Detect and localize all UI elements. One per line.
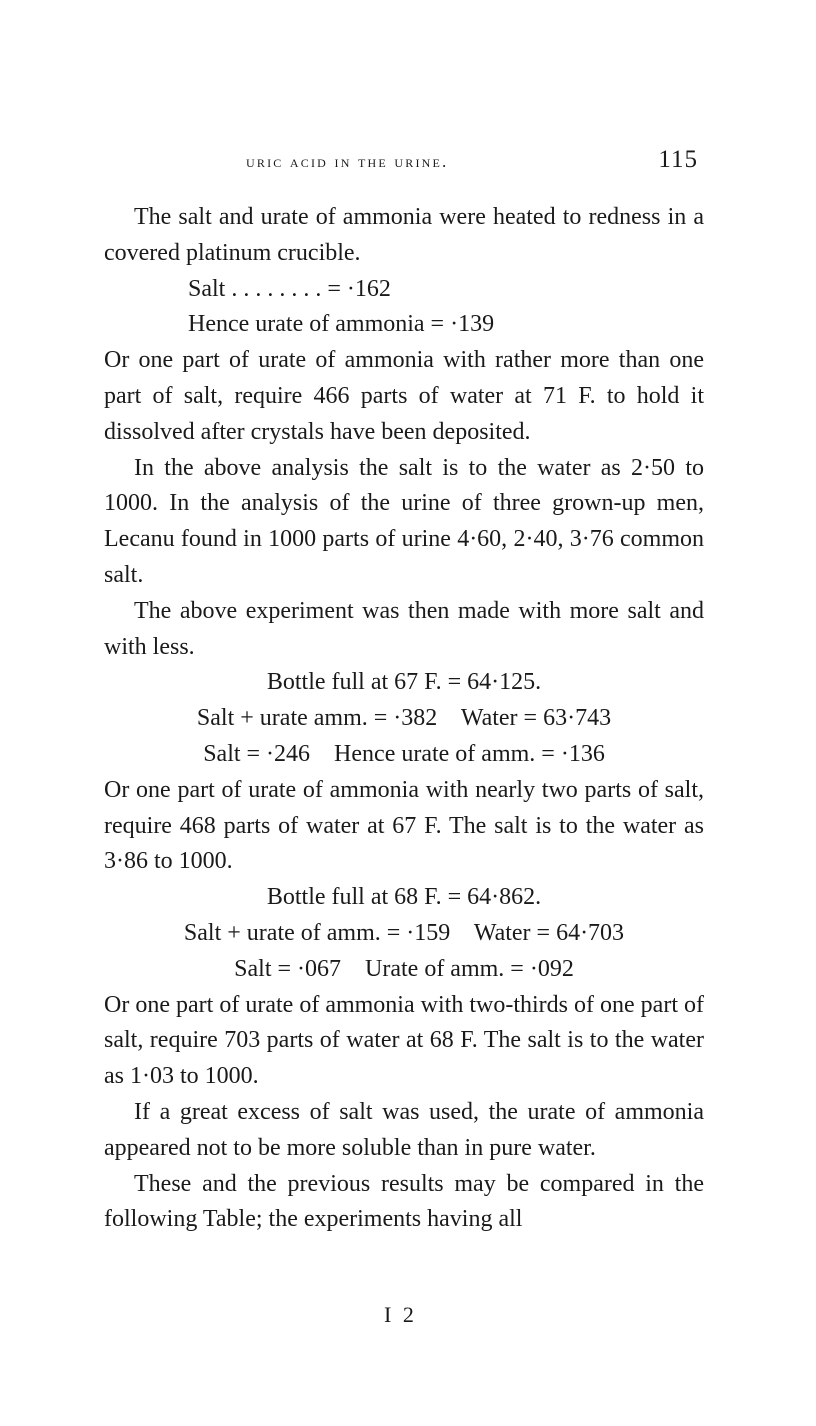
paragraph-heating: The salt and urate of ammonia were heated to redness in a covered platinum crucible. (104, 204, 704, 266)
signature-mark: I 2 (384, 1302, 417, 1327)
running-head (104, 148, 704, 178)
paragraph-table-intro: These and the previous results may be compared in the following Table; the experiments having all (104, 1170, 704, 1233)
paragraph-analysis: In the above analysis the salt is to the water as 2·50 to 1000. In the analysis of the urine of three grown-up men, Lecanu found in 1000 parts of urine 4·60, 2·40, 3·76 common salt. (104, 454, 704, 588)
equation-bottle-68: Bottle full at 68 F. = 64·862. (266, 884, 542, 911)
equation-salt-urate-159: Salt + urate of amm. = ·159 Water = 64·703 (183, 919, 625, 946)
paragraph-solubility-466: Or one part of urate of ammonia with rather more than one part of salt, require 466 parts of water at 71 F. to hold it dissolved after crystals have been deposited. (104, 347, 704, 445)
body-text (104, 200, 704, 1238)
equation-salt-246: Salt = ·246 Hence urate of amm. = ·136 (203, 740, 605, 767)
paragraph-excess-salt: If a great excess of salt was used, the urate of ammonia appeared not to be more soluble than in pure water. (104, 1098, 704, 1161)
equation-salt: Salt . . . . . . . . = ·162 (188, 275, 391, 302)
running-title: uric acid in the urine. (246, 152, 449, 171)
paragraph-solubility-468: Or one part of urate of ammonia with nearly two parts of salt, require 468 parts of water at 67 F. The salt is to the water as 3·86 to 1000. (104, 776, 704, 875)
equation-urate: Hence urate of ammonia = ·139 (188, 311, 495, 338)
paragraph-experiment: The above experiment was then made with more salt and with less. (104, 597, 704, 660)
page-number: 115 (658, 146, 698, 173)
equation-salt-urate-382: Salt + urate amm. = ·382 Water = 63·743 (196, 705, 612, 732)
equation-salt-067: Salt = ·067 Urate of amm. = ·092 (234, 955, 574, 982)
equation-bottle-67: Bottle full at 67 F. = 64·125. (266, 669, 542, 696)
paragraph-solubility-703: Or one part of urate of ammonia with two-thirds of one part of salt, require 703 parts of water at 68 F. The salt is to the water as 1·03 to 1000. (104, 991, 704, 1090)
